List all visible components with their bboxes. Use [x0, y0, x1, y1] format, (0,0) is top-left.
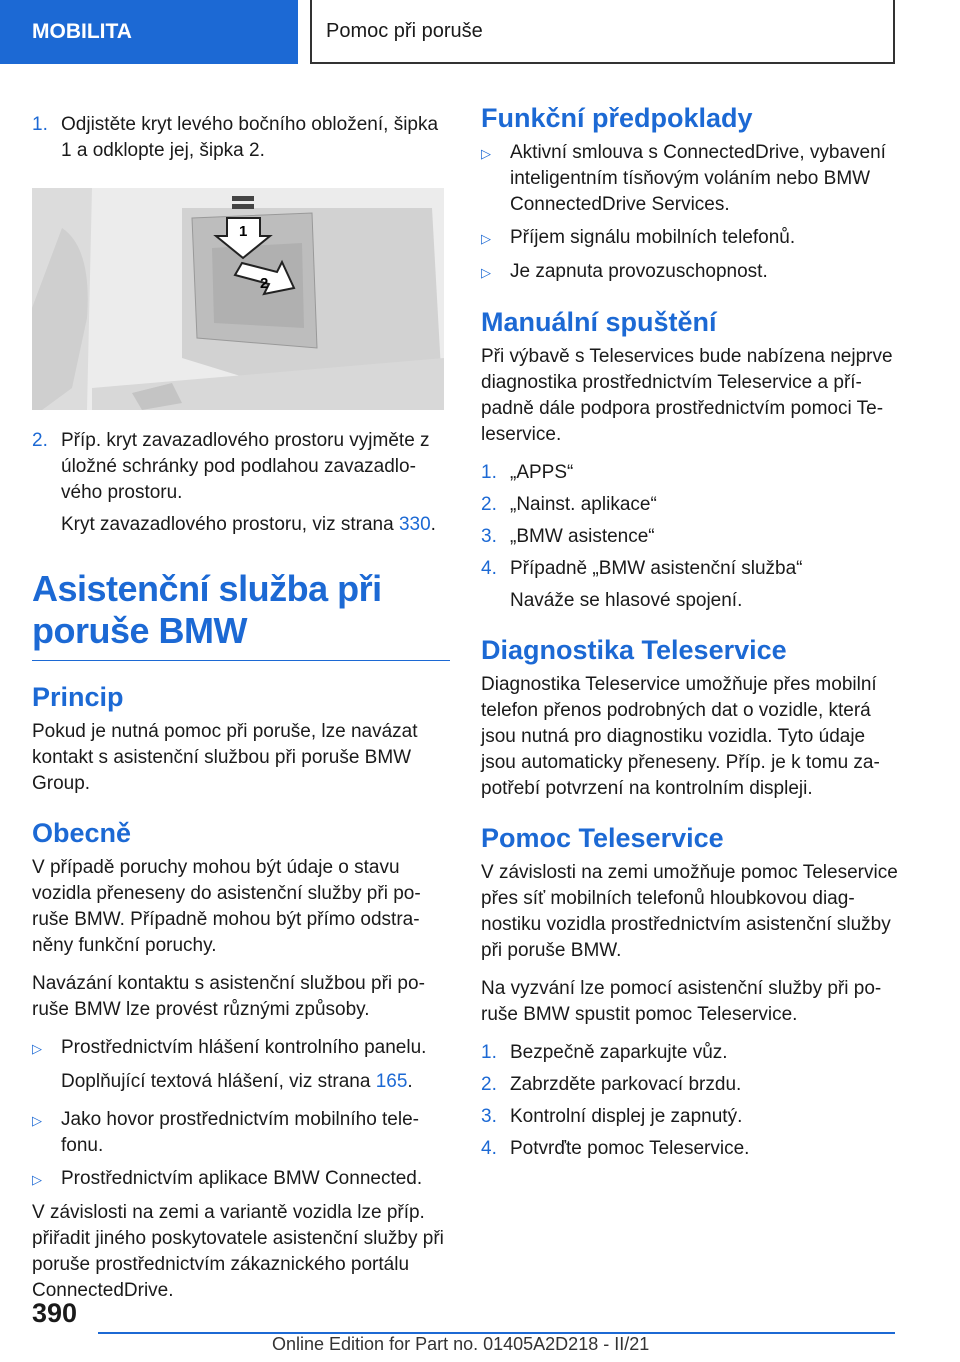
princip-heading: Princip — [32, 682, 124, 712]
bullet-item: ▷ Je zapnuta provozuschopnost. — [481, 259, 899, 286]
diag-text: Diagnostika Teleservice umožňuje přes mobilní telefon přenos podrobných dat o vozidle, která jsou nutná pro diagnostiku vozidla. Tyto údaje jsou automaticky přeneseny. Příp. je k tomu zapotřebí potvrzení na kontrolním displeji. — [481, 674, 880, 799]
header-title-box — [310, 0, 895, 64]
pomoc-paragraph-1: V závislosti na zemi umožňuje pomoc Teleservice přes síť mobilních telefonů hloubkovou diagnostiku vozidla prostřednictvím asistenční služby při poruše BMW. — [481, 862, 898, 961]
triangle-bullet-icon: ▷ — [32, 1041, 42, 1056]
figure-label-2: 2 — [260, 275, 269, 292]
triangle-bullet-icon: ▷ — [481, 146, 491, 161]
funkcni-heading: Funkční předpoklady — [481, 103, 753, 133]
pomoc-heading: Pomoc Teleservice — [481, 823, 724, 853]
header-title: Pomoc při poruše — [326, 19, 483, 42]
right-column — [481, 102, 899, 1168]
triangle-bullet-icon: ▷ — [481, 265, 491, 280]
bullet-item: ▷ Příjem signálu mobilních telefonů. — [481, 225, 899, 252]
step-item: 2. „Nainst. aplikace“ — [481, 494, 657, 515]
step-item — [32, 428, 450, 506]
diag-heading: Diagnostika Teleservice — [481, 635, 787, 665]
pomoc-paragraph-2: Na vyzvání lze pomocí asistenční služby při poruše BMW spustit pomoc Teleservice. — [481, 978, 882, 1025]
manual-heading: Manuální spuštění — [481, 307, 717, 337]
step-item: 4. Potvrďte pomoc Teleservice. — [481, 1138, 750, 1159]
page-number: 390 — [32, 1298, 78, 1328]
step-text: Odjistěte kryt levého bočního obložení, šipka 1 a odklopte jej, šipka 2. — [61, 114, 439, 161]
bullet1-reference: Doplňující textová hlášení, viz strana 165. — [61, 1071, 413, 1092]
figure-label-1: 1 — [239, 223, 248, 240]
step-text: Příp. kryt zavazadlového prostoru vyjměte z úložné schránky pod podlahou zavazadlového prostoru. — [61, 430, 430, 503]
bullet-item: ▷ Prostřednictvím aplikace BMW Connected. — [32, 1166, 450, 1193]
bullet-item: ▷ Aktivní smlouva s ConnectedDrive, vybavení inteligentním tísňovým voláním nebo BMW ConnectedDrive Services. — [481, 140, 899, 218]
obecne-paragraph-1: V případě poruchy mohou být údaje o stavu vozidla přeneseny do asistenční služby při poruše BMW. Případně mohou být přímo odstraněny funkční poruchy. — [32, 857, 421, 956]
step2-reference: Kryt zavazadlového prostoru, viz strana 330. — [61, 514, 436, 535]
triangle-bullet-icon: ▷ — [32, 1172, 42, 1187]
step-item: 2. Zabrzděte parkovací brzdu. — [481, 1074, 742, 1095]
obecne-paragraph-2: Navázání kontaktu s asistenční službou při poruše BMW lze provést různými způsoby. — [32, 973, 425, 1020]
step-item: 3. Kontrolní displej je zapnutý. — [481, 1106, 743, 1127]
left-column — [32, 112, 450, 1316]
step-item: 1. „APPS“ — [481, 462, 574, 483]
header-section-label: MOBILITA — [32, 20, 132, 43]
step-item: 1. Bezpečně zaparkujte vůz. — [481, 1042, 728, 1063]
main-heading: Asistenční služba při poruše BMW — [32, 568, 450, 661]
triangle-bullet-icon: ▷ — [32, 1113, 42, 1128]
step-item: 4. Případně „BMW asistenční služba“ — [481, 558, 803, 579]
closing-text: V závislosti na zemi a variantě vozidla lze příp. přiřadit jiného poskytovatele asistenční služby při poruše prostřednictvím zákaznického portálu ConnectedDrive. — [32, 1202, 444, 1301]
step-number: 2. — [32, 430, 48, 451]
footer-edition: Online Edition for Part no. 01405A2D218 - II/21 — [272, 1334, 650, 1354]
triangle-bullet-icon: ▷ — [481, 231, 491, 246]
manual-text: Při výbavě s Teleservices bude nabízena nejprve diagnostika prostřednictvím Teleservice a případně dále podpora prostřednictvím pomoci Teleservice. — [481, 346, 893, 445]
bullet-item: ▷ Jako hovor prostřednictvím mobilního telefonu. — [32, 1107, 450, 1159]
bullet-item: ▷ Prostřednictvím hlášení kontrolního panelu. — [32, 1035, 450, 1062]
trunk-illustration — [32, 188, 444, 410]
obecne-heading: Obecně — [32, 818, 132, 848]
princip-text: Pokud je nutná pomoc při poruše, lze navázat kontakt s asistenční službou při poruše BMW Group. — [32, 721, 418, 794]
step-item: 3. „BMW asistence“ — [481, 526, 655, 547]
header-section-tab — [0, 0, 298, 64]
trunk-side-panel-figure — [32, 188, 444, 410]
step-item — [32, 112, 450, 164]
page-link-165[interactable]: 165 — [375, 1071, 408, 1092]
page-link-330[interactable]: 330 — [398, 514, 431, 535]
step-number: 1. — [32, 114, 48, 135]
manual-after: Naváže se hlasové spojení. — [510, 590, 743, 611]
